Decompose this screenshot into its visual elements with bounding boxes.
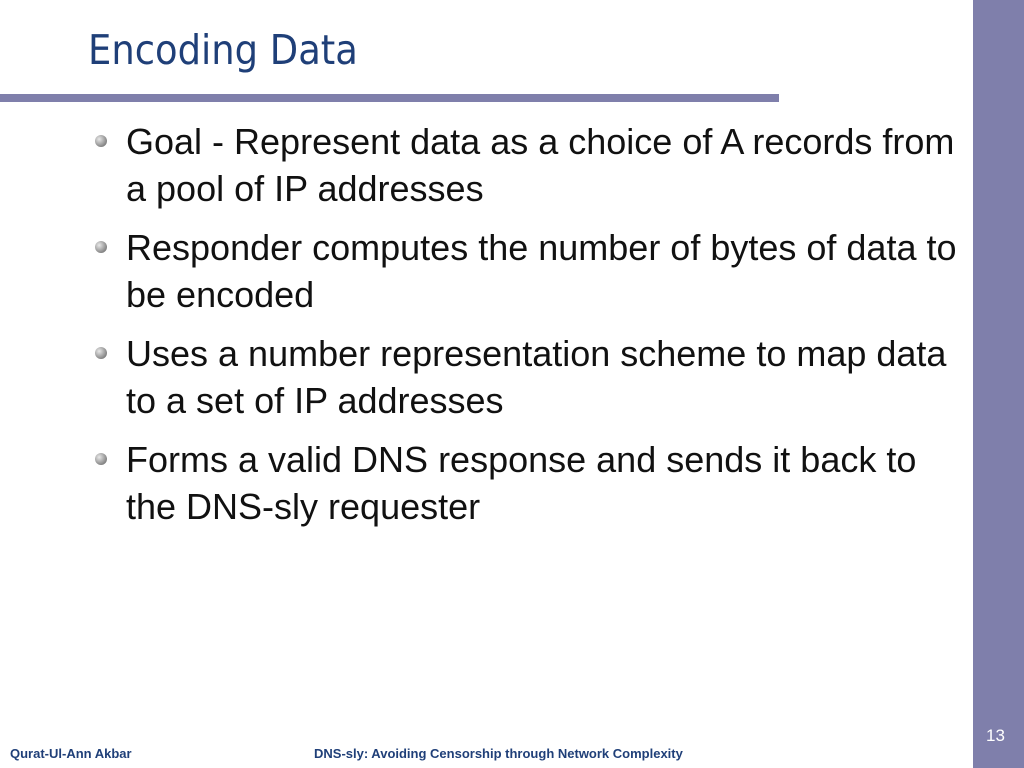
bullet-text: Forms a valid DNS response and sends it back to the DNS-sly requester	[126, 439, 917, 527]
title-underline-bar	[0, 94, 779, 102]
slide-number: 13	[986, 726, 1005, 745]
bullet-item	[126, 224, 961, 318]
bullet-dot-icon	[95, 453, 107, 465]
bullet-item	[126, 330, 961, 424]
bullet-text: Goal - Represent data as a choice of A records from a pool of IP addresses	[126, 121, 955, 209]
bullet-item	[126, 118, 961, 212]
slide-title: Encoding Data	[88, 26, 358, 74]
bullet-text: Uses a number representation scheme to map data to a set of IP addresses	[126, 333, 947, 421]
bullet-dot-icon	[95, 347, 107, 359]
bullet-dot-icon	[95, 135, 107, 147]
bullet-text: Responder computes the number of bytes of data to be encoded	[126, 227, 957, 315]
bullet-dot-icon	[95, 241, 107, 253]
bullet-list	[126, 118, 961, 542]
bullet-item	[126, 436, 961, 530]
right-accent-band	[973, 0, 1024, 768]
footer-presentation-title: DNS-sly: Avoiding Censorship through Network Complexity	[314, 746, 683, 761]
footer-author: Qurat-Ul-Ann Akbar	[10, 746, 132, 761]
